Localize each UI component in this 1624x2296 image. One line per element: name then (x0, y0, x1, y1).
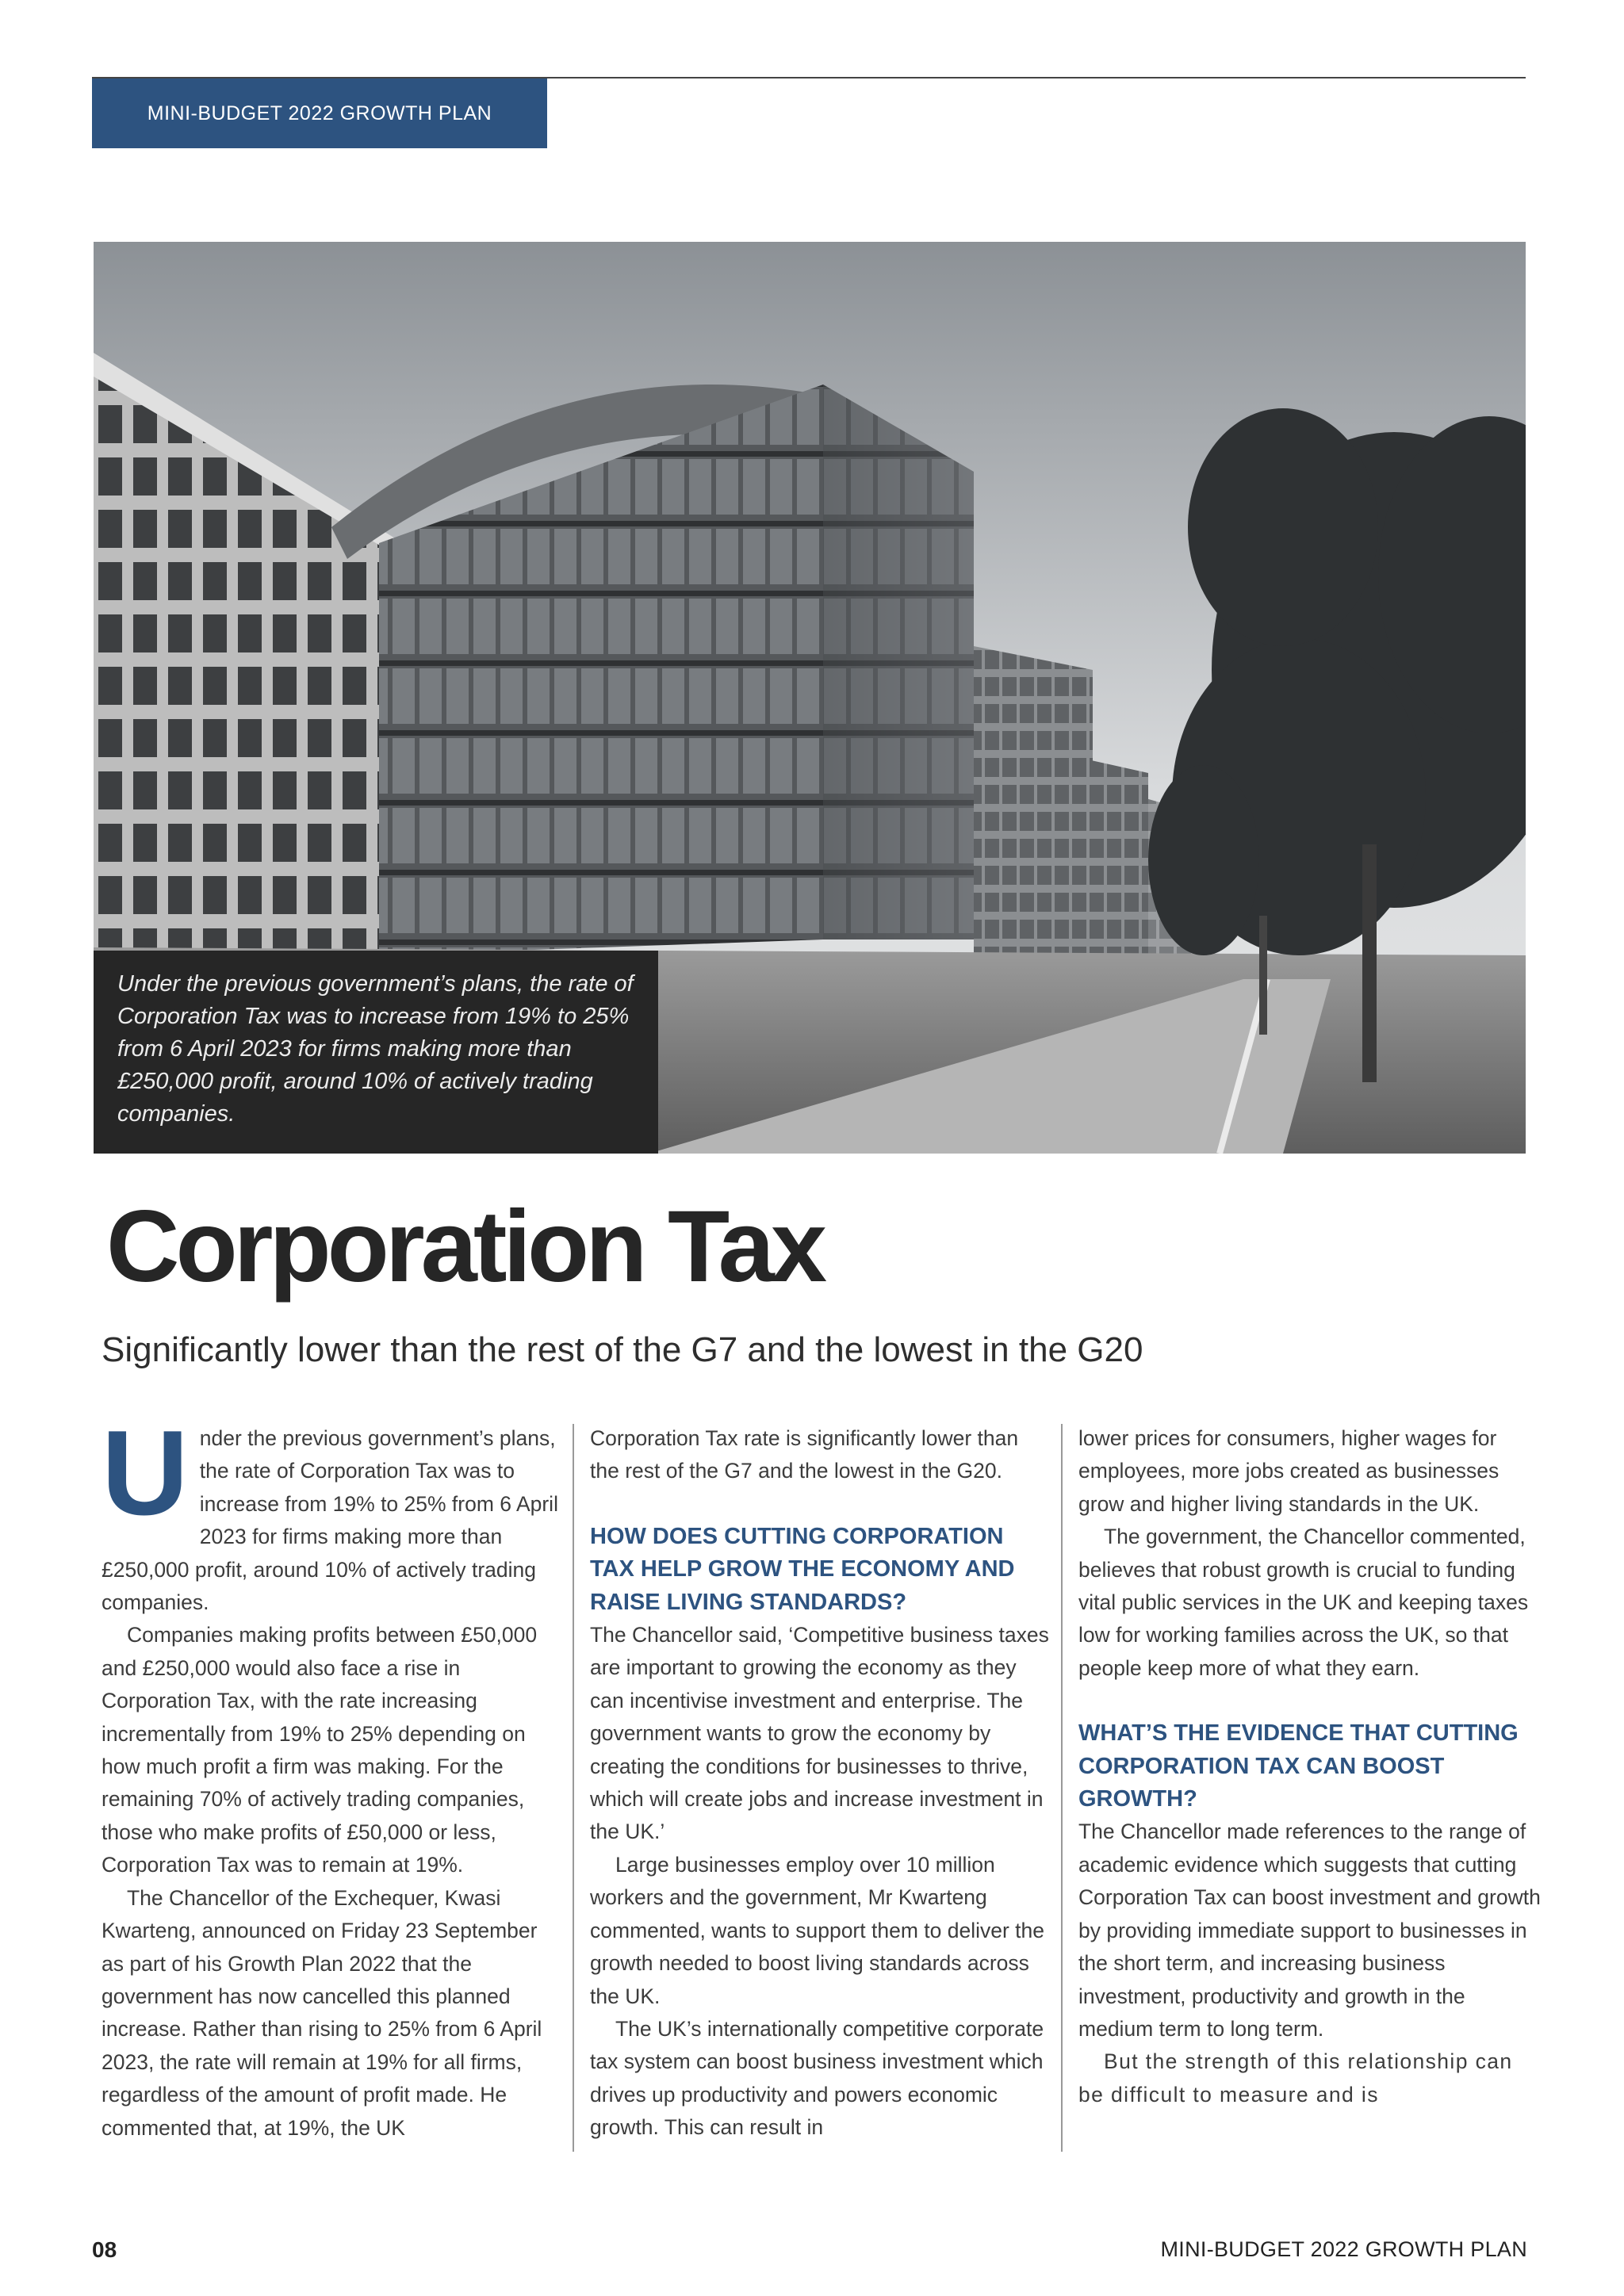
paragraph: The government, the Chancellor commented, believes that robust growth is crucial to funding vital public services in the UK and keeping taxes low for working families across the UK, so that people keep more of what they earn. (1078, 1525, 1529, 1680)
paragraph: nder the previous government’s plans, the rate of Corporation Tax was to increase from 19% to 25% from 6 April 2023 for firms making more than £250,000 profit, around 10% of actively trading companies. (102, 1426, 558, 1615)
footer-title: MINI-BUDGET 2022 GROWTH PLAN (1160, 2237, 1527, 2261)
column-divider (573, 1424, 574, 2152)
article-column-3 (1078, 1422, 1542, 2152)
section-heading: WHAT’S THE EVIDENCE THAT CUTTING CORPORATION TAX CAN BOOST GROWTH? (1078, 1720, 1519, 1812)
paragraph: The Chancellor made references to the range of academic evidence which suggests that cutting Corporation Tax can boost investment and growth by providing immediate support to businesses in the short term, and increasing business investment, productivity and growth in the medium term to long term. (1078, 1820, 1541, 2041)
paragraph: The Chancellor said, ‘Competitive business taxes are important to growing the economy as they can incentivise investment and enterprise. The government wants to grow the economy by creating the conditions for businesses to thrive, which will create jobs and increase investment in the UK.’ (590, 1623, 1049, 1844)
article-column-1 (102, 1406, 565, 2152)
paragraph: Corporation Tax rate is significantly lower than the rest of the G7 and the lowest in the G20. (590, 1426, 1019, 1483)
paragraph: The Chancellor of the Exchequer, Kwasi Kwarteng, announced on Friday 23 September as part of his Growth Plan 2022 that the government has now cancelled this planned increase. Rather than rising to 25% from 6 April 2023, the rate will remain at 19% for all firms, regardless of the amount of profit made. He commented that, at 19%, the UK (102, 1885, 542, 2140)
paragraph: Large businesses employ over 10 million workers and the government, Mr Kwarteng commented, wants to support them to deliver the growth needed to boost living standards across the UK. (590, 1852, 1044, 2008)
article-column-2 (590, 1422, 1053, 2152)
hero-caption: Under the previous government’s plans, the rate of Corporation Tax was to increase from 19% to 25% from 6 April 2023 for firms making more than £250,000 profit, around 10% of actively trading companies. (94, 951, 658, 1154)
hero-image (94, 242, 1526, 1154)
page-number: 08 (92, 2237, 117, 2262)
page-subtitle: Significantly lower than the rest of the G7 and the lowest in the G20 (102, 1330, 1143, 1369)
section-heading: HOW DOES CUTTING CORPORATION TAX HELP GROW THE ECONOMY AND RAISE LIVING STANDARDS? (590, 1523, 1015, 1615)
paragraph: The UK’s internationally competitive corporate tax system can boost business investment which drives up productivity and powers economic growth. This can result in (590, 2016, 1044, 2140)
page-title: Corporation Tax (106, 1190, 823, 1303)
section-tag: MINI-BUDGET 2022 GROWTH PLAN (92, 78, 547, 148)
paragraph: But the strength of this relationship can be difficult to measure and is (1078, 2049, 1513, 2107)
column-divider (1061, 1424, 1063, 2152)
paragraph: Companies making profits between £50,000 and £250,000 would also face a rise in Corporation Tax, with the rate increasing incrementally from 19% to 25% depending on how much profit a firm was making. For the remaining 70% of actively trading companies, those who make profits of £50,000 or less, Corporation Tax was to remain at 19%. (102, 1623, 538, 1877)
drop-cap: U (102, 1406, 189, 1540)
paragraph: lower prices for consumers, higher wages for employees, more jobs created as businesses grow and higher living standards in the UK. (1078, 1426, 1500, 1516)
